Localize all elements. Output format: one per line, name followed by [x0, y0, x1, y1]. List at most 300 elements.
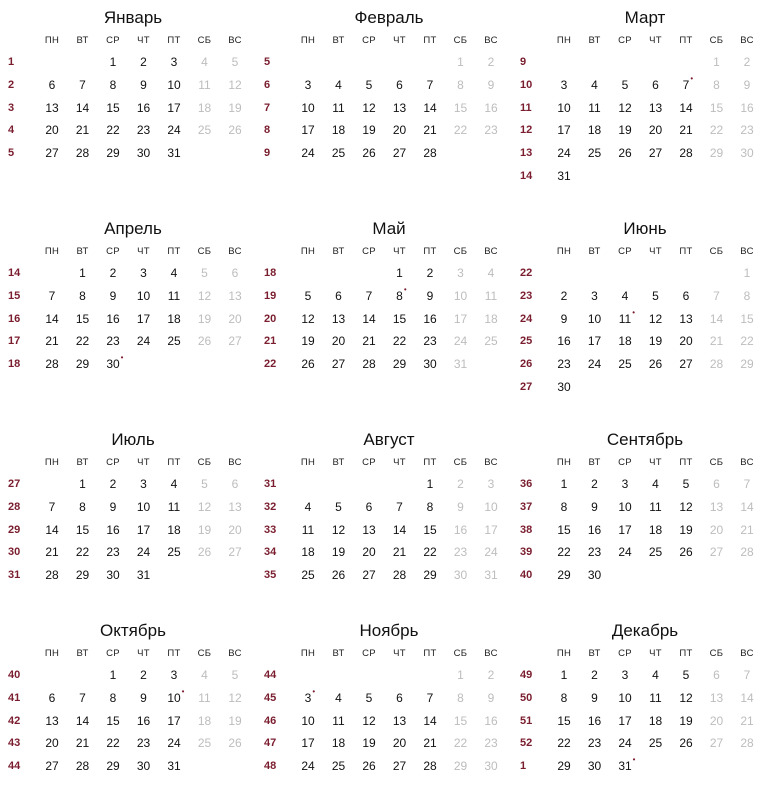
day-cell: 8: [79, 288, 86, 303]
weekday-label: ЧТ: [649, 246, 662, 257]
day-cell: 12: [618, 100, 632, 115]
day-cell: 15: [709, 100, 724, 115]
week-number: 11: [520, 101, 532, 114]
day-cell: 11: [198, 77, 211, 92]
day-cell: 23: [587, 736, 602, 751]
day-cell: 15: [392, 311, 407, 326]
day-cell: 4: [170, 477, 178, 491]
day-cell: 29: [423, 568, 437, 583]
day-cell: 7 •: [672, 74, 700, 96]
day-cell: 15: [75, 522, 90, 537]
day-cell: 15: [423, 522, 437, 537]
day-cell: 9: [109, 288, 117, 303]
day-cell: 5: [201, 266, 208, 280]
week-number: 30: [8, 546, 21, 559]
week-number: 10: [520, 78, 533, 91]
day-cell: 29: [106, 759, 120, 774]
weekday-label: ПН: [300, 648, 316, 659]
day-cell: 24: [453, 334, 468, 349]
day-cell: 17: [301, 123, 315, 138]
week-row: [264, 353, 514, 375]
day-cell: 12: [679, 690, 693, 705]
week-number: 15: [8, 289, 21, 302]
weekday-label: ЧТ: [649, 457, 662, 468]
week-number: 17: [8, 335, 21, 348]
day-cell: 27: [228, 334, 242, 349]
day-cell: 8 •: [386, 285, 414, 307]
week-number: 14: [520, 170, 533, 182]
weekday-label: СР: [362, 648, 376, 659]
weekday-label: СБ: [709, 246, 724, 257]
day-cell: 30: [587, 759, 602, 774]
day-cell: 4: [170, 266, 178, 280]
week-number: 34: [264, 546, 277, 559]
week-row: [8, 687, 258, 709]
day-cell: 26: [301, 357, 315, 372]
day-cell: 18: [587, 123, 602, 138]
day-cell: 3: [140, 266, 147, 280]
day-cell: 8: [713, 77, 720, 92]
day-cell: 11: [198, 690, 211, 705]
weekday-label: СБ: [197, 648, 212, 659]
day-cell: 12: [362, 713, 376, 728]
weekday-header: [264, 647, 514, 661]
day-cell: 22: [423, 545, 437, 560]
weekday-label: ЧТ: [137, 648, 150, 659]
day-cell: 11: [649, 690, 662, 705]
day-cell: 15: [453, 713, 468, 728]
day-cell: 7: [48, 288, 56, 303]
day-cell: 2: [743, 55, 751, 69]
week-row: [8, 564, 258, 586]
day-cell: 28: [709, 357, 724, 372]
day-cell: 31: [484, 568, 498, 583]
day-cell: 30: [136, 759, 151, 774]
day-cell: 6: [231, 266, 239, 280]
day-cell: 11: [484, 288, 498, 303]
weekday-label: ВС: [740, 35, 754, 46]
day-cell: 7: [48, 499, 56, 514]
week-row: [8, 473, 258, 495]
day-cell: 23: [484, 123, 498, 138]
day-cell: 8: [79, 499, 86, 514]
week-number: 52: [520, 737, 533, 750]
weekday-label: СБ: [197, 457, 212, 468]
day-cell: 22: [106, 123, 120, 138]
day-cell: 24: [136, 545, 151, 560]
day-cell: 10: [618, 499, 632, 514]
week-number: 48: [264, 760, 277, 773]
week-number: 9: [264, 147, 271, 160]
weekday-label: ЧТ: [649, 648, 662, 659]
day-cell: 29: [740, 357, 754, 372]
week-number: 9: [520, 56, 527, 68]
day-cell: 28: [362, 357, 376, 372]
day-cell: 26: [648, 357, 663, 372]
day-cell: 18: [618, 334, 632, 349]
day-cell: 3: [304, 77, 312, 92]
month-title: Август: [363, 430, 415, 449]
day-cell: 18: [301, 545, 315, 560]
day-cell: 30: [423, 357, 437, 372]
day-cell: 22: [106, 736, 120, 751]
day-cell: 6: [682, 288, 690, 303]
day-cell: 24: [167, 736, 181, 751]
day-cell: 26: [679, 736, 693, 751]
weekday-label: ВТ: [332, 246, 345, 257]
day-cell: 9: [487, 690, 495, 705]
day-cell: 22: [392, 334, 407, 349]
week-row: [520, 376, 762, 398]
day-cell: 14: [75, 100, 90, 115]
week-number: 2: [8, 78, 15, 91]
week-row: [8, 97, 258, 119]
week-row: [520, 142, 762, 164]
day-cell: 20: [45, 123, 59, 138]
day-cell: 25: [167, 334, 181, 349]
day-cell: 2: [457, 477, 464, 491]
day-cell: 18: [167, 522, 181, 537]
week-row: [8, 353, 258, 375]
day-cell: 14: [423, 713, 437, 728]
day-cell: 25: [331, 759, 346, 774]
day-cell: 3: [140, 477, 147, 491]
day-cell: 26: [228, 123, 242, 138]
day-cell: 21: [45, 334, 59, 349]
day-cell: 9: [591, 499, 598, 514]
week-number: 40: [520, 569, 533, 582]
weekday-label: ВТ: [588, 246, 601, 257]
day-cell: 2: [487, 55, 495, 69]
week-number: 5: [264, 56, 271, 68]
day-cell: 5: [335, 499, 342, 514]
day-cell: 19: [228, 100, 242, 115]
day-cell: 1: [560, 668, 568, 682]
day-cell: 4: [304, 499, 312, 514]
week-number: 13: [520, 147, 533, 160]
week-number: 40: [8, 669, 21, 681]
day-cell: 21: [679, 123, 693, 138]
day-cell: 13: [228, 288, 242, 303]
day-cell: 21: [392, 545, 407, 560]
month-title: Декабрь: [611, 621, 679, 640]
day-cell: 24: [557, 146, 571, 161]
day-cell: 4: [621, 288, 629, 303]
day-cell: 25: [484, 334, 498, 349]
day-cell: 6: [396, 690, 403, 705]
day-cell: 16: [484, 100, 498, 115]
weekday-label: ПН: [44, 35, 60, 46]
week-number: 3: [8, 101, 15, 114]
day-cell: 19: [228, 713, 242, 728]
day-cell: 17: [618, 522, 632, 537]
weekday-label: ВС: [484, 246, 498, 257]
weekday-label: ВС: [740, 246, 754, 257]
week-number: 44: [264, 669, 277, 681]
week-number: 20: [264, 312, 277, 325]
day-cell: 6: [713, 477, 720, 491]
day-cell: 1: [457, 668, 464, 682]
week-row: [8, 74, 258, 96]
day-cell: 14: [423, 100, 437, 115]
week-number: 42: [8, 714, 21, 727]
day-cell: 18: [648, 522, 663, 537]
weekday-label: СР: [106, 648, 120, 659]
day-cell: 13: [709, 499, 724, 514]
weekday-label: ВТ: [76, 457, 89, 468]
day-cell: 3: [560, 77, 568, 92]
week-number: 39: [520, 546, 533, 559]
weekday-label: ПН: [44, 648, 60, 659]
weekday-label: ПН: [300, 457, 316, 468]
weekday-label: ВТ: [76, 246, 89, 257]
day-cell: 11: [332, 100, 345, 115]
day-cell: 13: [45, 100, 59, 115]
week-number: 1: [520, 760, 527, 773]
week-row: [264, 541, 514, 563]
day-cell: 20: [709, 522, 724, 537]
day-cell: 13: [45, 713, 59, 728]
week-number: 8: [264, 124, 271, 137]
day-cell: 5: [201, 477, 208, 491]
weekday-header: [264, 456, 514, 470]
day-cell: 1: [109, 55, 117, 69]
day-cell: 16: [106, 522, 120, 537]
day-cell: 21: [45, 545, 59, 560]
week-row: [520, 687, 762, 709]
day-cell: 28: [740, 736, 754, 751]
day-cell: 5: [365, 77, 373, 92]
week-row: [520, 755, 762, 777]
day-cell: 26: [331, 568, 346, 583]
weekday-label: СБ: [453, 648, 468, 659]
weekday-label: ПН: [44, 457, 60, 468]
day-cell: 30: [740, 146, 754, 161]
day-cell: 20: [228, 522, 242, 537]
day-cell: 15: [75, 311, 90, 326]
weekday-label: СБ: [709, 648, 724, 659]
weekday-label: ПТ: [167, 246, 181, 257]
weekday-label: СБ: [453, 35, 468, 46]
day-cell: 10: [484, 499, 498, 514]
week-row: [264, 496, 514, 518]
day-cell: 6: [396, 77, 403, 92]
week-number: 1: [8, 56, 15, 68]
weekday-label: ВТ: [332, 35, 345, 46]
day-cell: 2: [591, 477, 598, 491]
week-number: 50: [520, 691, 533, 704]
week-number: 14: [8, 267, 21, 279]
day-cell: 12: [679, 499, 693, 514]
day-cell: 7: [79, 77, 86, 92]
day-cell: 22: [453, 736, 468, 751]
day-cell: 16: [484, 713, 498, 728]
day-cell: 12: [331, 522, 346, 537]
day-cell: 6: [652, 77, 659, 92]
day-cell: 29: [75, 357, 90, 372]
weekday-label: ВТ: [588, 457, 601, 468]
day-cell: 17: [484, 522, 498, 537]
week-row: [8, 732, 258, 754]
day-cell: 30: [557, 380, 571, 394]
week-number: 36: [520, 478, 533, 490]
day-cell: 29: [453, 759, 468, 774]
weekday-label: ВС: [228, 648, 242, 659]
week-number: 27: [8, 478, 21, 490]
weekday-header: [520, 647, 762, 661]
day-cell: 2: [591, 668, 598, 682]
day-cell: 9: [457, 499, 464, 514]
week-row: [264, 330, 514, 352]
day-cell: 13: [331, 311, 346, 326]
day-cell: 4: [652, 477, 659, 491]
weekday-label: ВС: [228, 457, 242, 468]
day-cell: 5: [682, 477, 690, 491]
day-cell: 24: [167, 123, 181, 138]
day-cell: 27: [45, 759, 59, 774]
day-cell: 3 •: [294, 687, 322, 709]
weekday-label: СР: [618, 246, 632, 257]
day-cell: 16: [136, 713, 151, 728]
week-number: 29: [8, 523, 21, 536]
week-row: [520, 710, 762, 732]
weekday-label: ВТ: [76, 35, 89, 46]
day-cell: 26: [362, 759, 376, 774]
day-cell: 29: [557, 759, 571, 774]
week-row: [264, 710, 514, 732]
day-cell: 26: [362, 146, 376, 161]
day-cell: 3: [591, 288, 598, 303]
weekday-label: СБ: [453, 457, 468, 468]
day-cell: 17: [301, 736, 315, 751]
weekday-label: ВТ: [76, 648, 89, 659]
month-title: Ноябрь: [359, 621, 419, 640]
day-cell: 8: [560, 499, 568, 514]
week-row: [520, 119, 762, 141]
day-cell: 31: [557, 169, 571, 183]
week-number: 38: [520, 523, 533, 536]
week-row: [520, 285, 762, 307]
day-cell: 3: [170, 55, 178, 69]
day-cell: 26: [197, 334, 212, 349]
day-cell: 6: [713, 668, 720, 682]
day-cell: 16: [106, 311, 120, 326]
week-row: [264, 687, 514, 709]
week-row: [520, 308, 762, 330]
day-cell: 22: [453, 123, 468, 138]
day-cell: 31 •: [611, 755, 639, 777]
day-cell: 30 •: [99, 353, 127, 375]
day-cell: 4: [487, 266, 495, 280]
weekday-label: ЧТ: [137, 35, 150, 46]
day-cell: 23: [453, 545, 468, 560]
week-row: [264, 74, 514, 96]
week-row: [8, 496, 258, 518]
month-title: Сентябрь: [606, 430, 684, 449]
day-cell: 21: [423, 736, 437, 751]
week-number: 45: [264, 691, 277, 704]
month-title: Июнь: [623, 219, 667, 238]
week-row: [264, 664, 514, 686]
day-cell: 30: [136, 146, 151, 161]
day-cell: 10: [618, 690, 632, 705]
week-row: [8, 51, 258, 73]
day-cell: 10: [587, 311, 602, 326]
weekday-label: ПН: [300, 35, 316, 46]
day-cell: 29: [75, 568, 90, 583]
week-number: 41: [8, 691, 21, 704]
day-cell: 26: [618, 146, 632, 161]
day-cell: 15: [106, 713, 120, 728]
month-title: Февраль: [354, 8, 424, 27]
week-row: [520, 519, 762, 541]
day-cell: 17: [557, 123, 571, 138]
day-cell: 19: [679, 713, 693, 728]
day-cell: 25: [587, 146, 602, 161]
week-number: 18: [8, 358, 21, 371]
weekday-label: ВС: [484, 35, 498, 46]
day-cell: 12: [648, 311, 663, 326]
day-cell: 28: [75, 759, 90, 774]
week-row: [520, 330, 762, 352]
day-cell: 18: [197, 713, 212, 728]
week-row: [520, 51, 762, 73]
day-cell: 31: [453, 357, 468, 372]
weekday-label: СБ: [197, 246, 212, 257]
weekday-label: СР: [362, 457, 376, 468]
weekday-label: ЧТ: [393, 35, 406, 46]
day-cell: 4: [201, 668, 208, 682]
weekday-label: ВС: [228, 35, 242, 46]
week-row: [520, 74, 762, 96]
day-cell: 18: [331, 736, 346, 751]
day-cell: 11 •: [611, 308, 639, 330]
weekday-label: СР: [618, 457, 632, 468]
day-cell: 16: [587, 713, 602, 728]
day-cell: 9: [591, 690, 598, 705]
week-number: 47: [264, 737, 277, 750]
day-cell: 12: [197, 288, 212, 303]
day-cell: 22: [75, 545, 90, 560]
week-row: [264, 97, 514, 119]
week-row: [520, 165, 762, 187]
day-cell: 21: [740, 522, 754, 537]
day-cell: 27: [648, 146, 663, 161]
day-cell: 7: [396, 499, 403, 514]
day-cell: 2: [109, 477, 117, 491]
day-cell: 19: [301, 334, 315, 349]
day-cell: 5: [231, 668, 239, 682]
week-number: 26: [520, 358, 533, 371]
weekday-label: ПН: [556, 648, 572, 659]
week-row: [8, 285, 258, 307]
day-cell: 15: [453, 100, 468, 115]
day-cell: 27: [679, 357, 693, 372]
day-cell: 28: [679, 146, 693, 161]
day-cell: 29: [709, 146, 724, 161]
day-cell: 30: [106, 568, 120, 583]
day-cell: 13: [648, 100, 663, 115]
day-cell: 31: [167, 146, 181, 161]
weekday-label: СБ: [709, 35, 724, 46]
day-cell: 26: [228, 736, 242, 751]
week-row: [520, 97, 762, 119]
day-cell: 1: [743, 266, 751, 280]
weekday-label: ПН: [556, 35, 572, 46]
day-cell: 13: [392, 100, 407, 115]
week-number: 32: [264, 500, 277, 513]
day-cell: 27: [228, 545, 242, 560]
